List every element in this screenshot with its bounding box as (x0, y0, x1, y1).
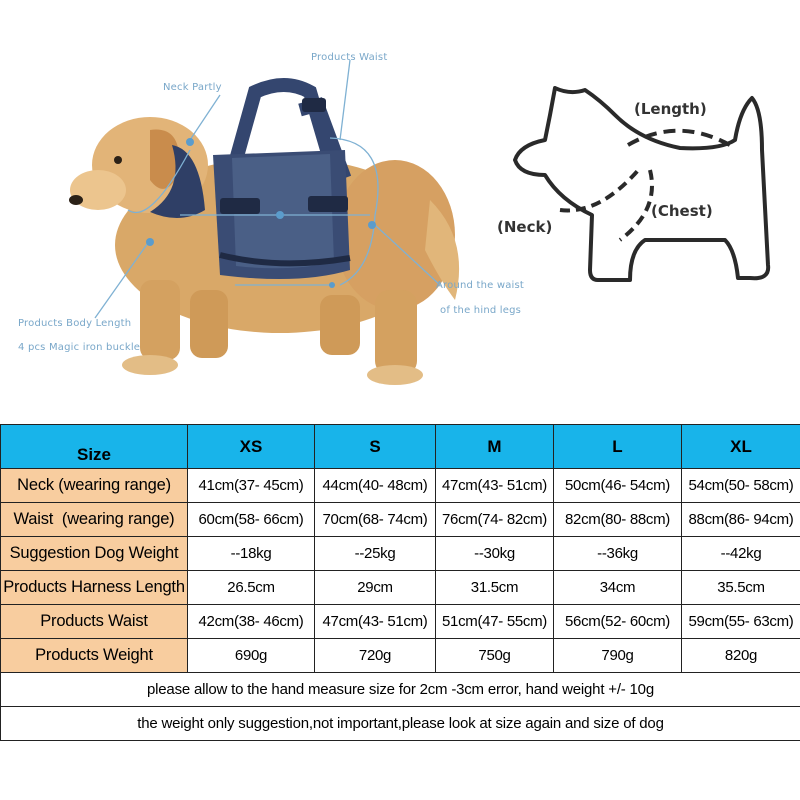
size-header-l: L (554, 425, 682, 469)
table-cell: --36kg (554, 537, 682, 571)
table-cell: 44cm(40- 48cm) (315, 469, 436, 503)
callout-products-waist: Products Waist (311, 52, 388, 63)
diagram-label-length: (Length) (634, 100, 707, 118)
table-cell: 790g (554, 639, 682, 673)
weight-note: the weight only suggestion,not important,please look at size again and size of dog (1, 707, 800, 741)
table-cell: 47cm(43- 51cm) (315, 605, 436, 639)
size-table (0, 424, 800, 741)
diagram-label-neck: (Neck) (497, 218, 553, 236)
table-cell: 34cm (554, 571, 682, 605)
table-cell: 720g (315, 639, 436, 673)
table-cell: 76cm(74- 82cm) (436, 503, 554, 537)
table-row (1, 469, 800, 503)
table-cell: 82cm(80- 88cm) (554, 503, 682, 537)
table-cell: 31.5cm (436, 571, 554, 605)
row-label-products-waist: Products Waist (1, 605, 188, 639)
size-chart (0, 424, 800, 741)
table-cell: 59cm(55- 63cm) (682, 605, 800, 639)
table-cell: 26.5cm (188, 571, 315, 605)
row-label-products-weight: Products Weight (1, 639, 188, 673)
note-row (1, 673, 800, 707)
table-cell: 42cm(38- 46cm) (188, 605, 315, 639)
table-row (1, 537, 800, 571)
callout-around-waist: Around the waist (436, 280, 525, 291)
row-label-waist: Waist (wearing range) (1, 503, 188, 537)
callout-hind-legs: of the hind legs (440, 305, 522, 316)
table-row (1, 571, 800, 605)
table-row (1, 503, 800, 537)
table-cell: --42kg (682, 537, 800, 571)
note-row (1, 707, 800, 741)
dog-photo (69, 85, 459, 385)
size-header-m: M (436, 425, 554, 469)
table-row (1, 639, 800, 673)
size-column-header: Size (1, 425, 188, 469)
table-cell: 56cm(52- 60cm) (554, 605, 682, 639)
table-cell: 750g (436, 639, 554, 673)
table-cell: 51cm(47- 55cm) (436, 605, 554, 639)
table-cell: 29cm (315, 571, 436, 605)
table-cell: 70cm(68- 74cm) (315, 503, 436, 537)
table-row (1, 605, 800, 639)
table-header-row (1, 425, 800, 469)
table-cell: 50cm(46- 54cm) (554, 469, 682, 503)
table-cell: --25kg (315, 537, 436, 571)
table-cell: 54cm(50- 58cm) (682, 469, 800, 503)
callout-body-length: Products Body Length (18, 318, 132, 329)
table-cell: --18kg (188, 537, 315, 571)
callout-neck-partly: Neck Partly (163, 82, 222, 93)
table-cell: --30kg (436, 537, 554, 571)
measurement-note: please allow to the hand measure size for 2cm -3cm error, hand weight +/- 10g (1, 673, 800, 707)
table-cell: 60cm(58- 66cm) (188, 503, 315, 537)
row-label-harness-length: Products Harness Length (1, 571, 188, 605)
row-label-dog-weight: Suggestion Dog Weight (1, 537, 188, 571)
row-label-neck: Neck (wearing range) (1, 469, 188, 503)
size-header-s: S (315, 425, 436, 469)
size-header-xl: XL (682, 425, 800, 469)
callout-magic-buckle: 4 pcs Magic iron buckle (18, 342, 141, 353)
table-cell: 35.5cm (682, 571, 800, 605)
table-cell: 820g (682, 639, 800, 673)
table-cell: 47cm(43- 51cm) (436, 469, 554, 503)
table-cell: 88cm(86- 94cm) (682, 503, 800, 537)
table-cell: 41cm(37- 45cm) (188, 469, 315, 503)
table-cell: 690g (188, 639, 315, 673)
diagram-label-chest: (Chest) (651, 202, 713, 220)
size-header-xs: XS (188, 425, 315, 469)
